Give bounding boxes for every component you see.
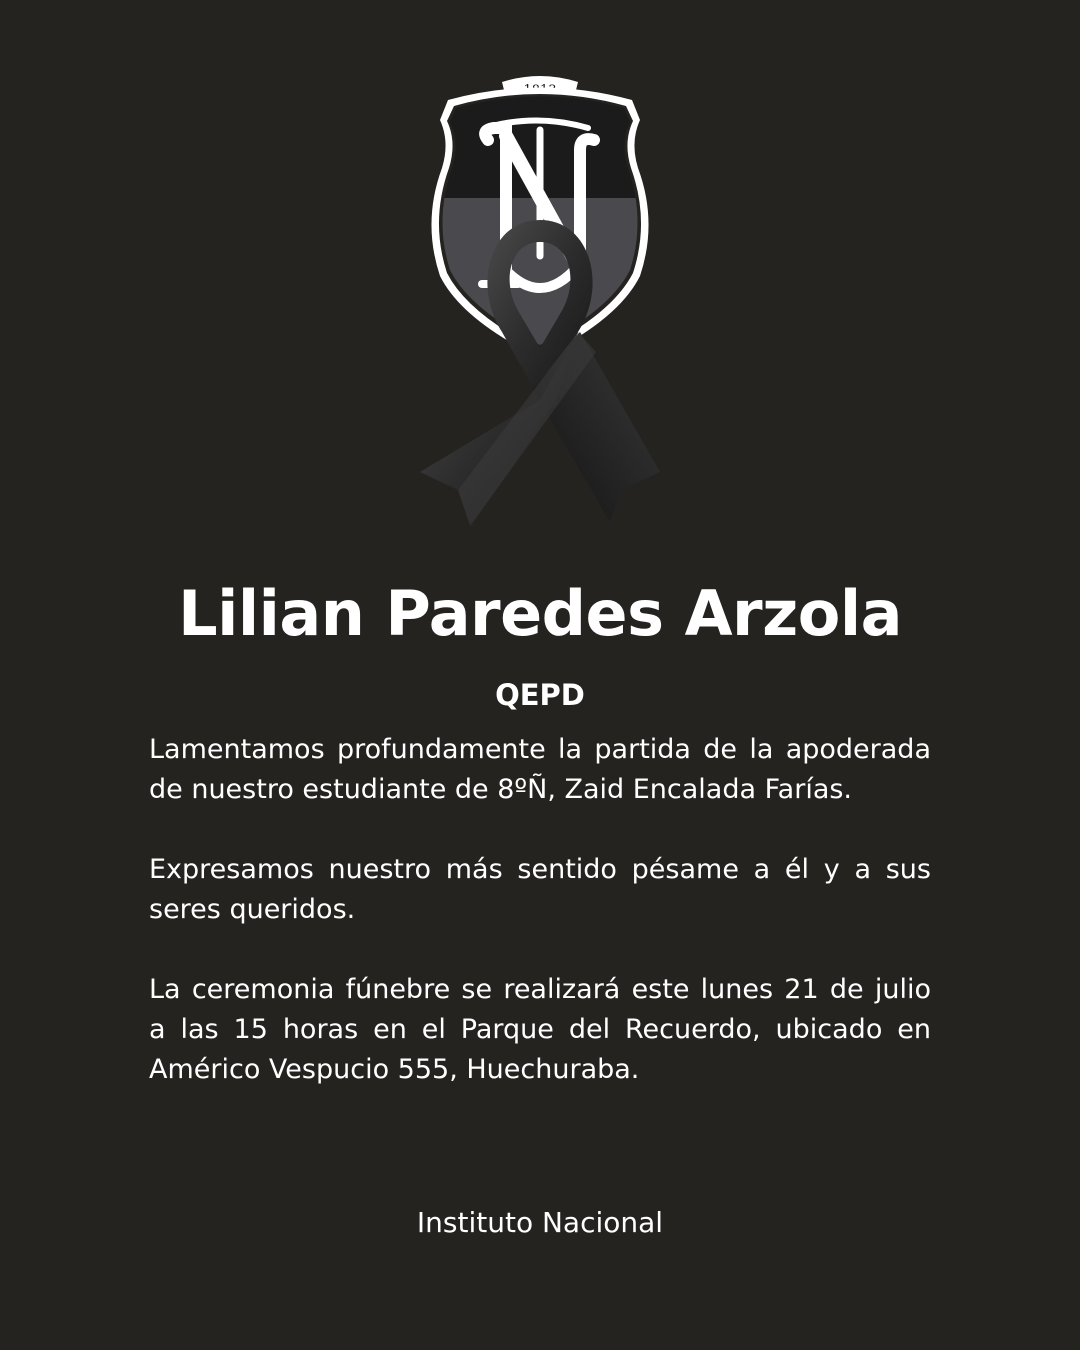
crest-logo (410, 70, 670, 540)
institution-signature: Instituto Nacional (416, 1206, 664, 1239)
crest-with-mourning-ribbon (410, 70, 670, 540)
message-paragraph: Lamentamos profundamente la partida de la apoderada de nuestro estudiante de 8ºÑ, Zaid Encalada Farías. (149, 734, 931, 805)
deceased-name: Lilian Paredes Arzola (178, 577, 902, 650)
message-paragraph: Expresamos nuestro más sentido pésame a él y a sus seres queridos. (149, 854, 931, 925)
qepd-label: QEPD (495, 678, 585, 712)
message-paragraph: La ceremonia fúnebre se realizará este lunes 21 de julio a las 15 horas en el Parque del Recuerdo, ubicado en Américo Vespucio 555, Huechuraba. (149, 974, 931, 1085)
condolence-message (149, 730, 931, 1090)
